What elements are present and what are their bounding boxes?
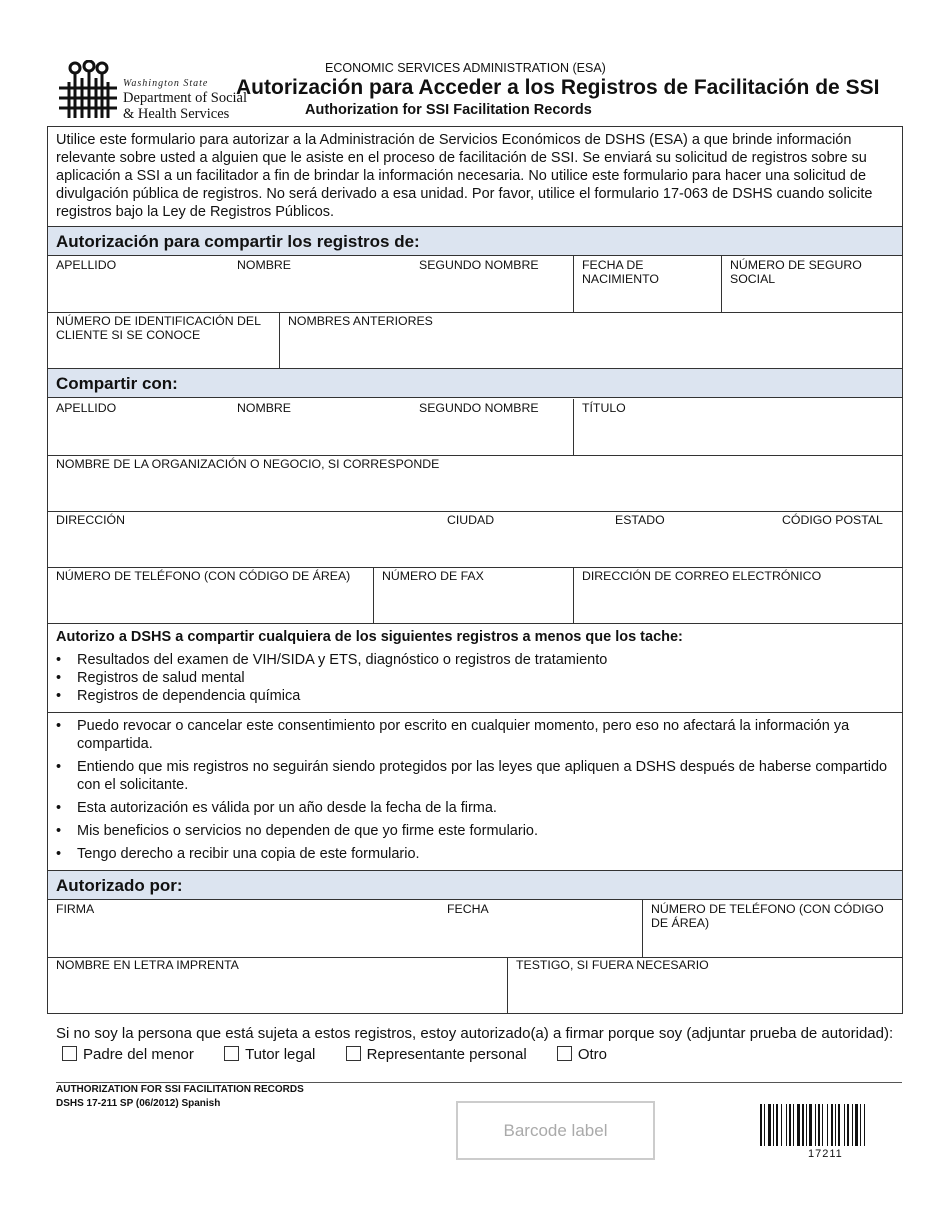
s2-telefono-label: NÚMERO DE TELÉFONO (CON CÓDIGO DE ÁREA) — [56, 569, 351, 583]
logo-dept-line1: Department of Social — [123, 89, 248, 106]
s1-ssn-label: NÚMERO DE SEGURO SOCIAL — [730, 258, 862, 286]
authority-statement — [56, 1023, 902, 1065]
s2-ciudad-label: CIUDAD — [447, 513, 495, 527]
list-item: • Mis beneficios o servicios no dependen de que yo firme este formulario. — [56, 822, 896, 840]
records-list — [56, 651, 896, 705]
checkbox-representante[interactable] — [346, 1046, 361, 1061]
s2-estado-label: ESTADO — [615, 513, 665, 527]
logo-state: Washington State — [123, 78, 209, 89]
s3-fecha-label: FECHA — [447, 902, 489, 916]
s3-imprenta-label: NOMBRE EN LETRA IMPRENTA — [56, 958, 239, 972]
footer-form-number: DSHS 17-211 SP (06/2012) Spanish — [56, 1098, 221, 1109]
s1-apellido-label: APELLIDO — [56, 258, 117, 272]
authority-text: Si no soy la persona que está sujeta a estos registros, estoy autorizado(a) a firmar porque soy (adjuntar prueba de autoridad): — [56, 1025, 894, 1042]
section-share-with-band — [48, 368, 902, 398]
list-item: • Tengo derecho a recibir una copia de este formulario. — [56, 845, 896, 863]
dshs-logo-icon — [55, 60, 121, 122]
section-authorized-by-band — [48, 870, 902, 900]
s3-firma-label: FIRMA — [56, 902, 95, 916]
section-authorized-by-heading: Autorizado por: — [56, 876, 183, 895]
list-item: • Puedo revocar o cancelar este consentimiento por escrito en cualquier momento, pero eso no afectará la información ya compartida. — [56, 717, 896, 753]
footer-form-name: AUTHORIZATION FOR SSI FACILITATION RECORDS — [56, 1084, 304, 1095]
s2-fax-label: NÚMERO DE FAX — [382, 569, 484, 583]
barcode-icon — [760, 1104, 892, 1146]
list-item: • Registros de salud mental — [56, 669, 896, 687]
logo-dept-line2: & Health Services — [123, 106, 230, 123]
divider — [721, 256, 722, 312]
divider — [48, 312, 902, 313]
s3-testigo-label: TESTIGO, SI FUERA NECESARIO — [516, 958, 709, 972]
section-records-of-heading: Autorización para compartir los registros de: — [56, 232, 420, 251]
s1-anteriores-label: NOMBRES ANTERIORES — [288, 314, 433, 328]
checkbox-otro[interactable] — [557, 1046, 572, 1061]
s2-direccion-label: DIRECCIÓN — [56, 513, 126, 527]
barcode-label-box — [456, 1101, 655, 1160]
form-subtitle: Authorization for SSI Facilitation Records — [305, 102, 592, 118]
s2-cp-label: CÓDIGO POSTAL — [782, 513, 883, 527]
list-item: • Entiendo que mis registros no seguirán siendo protegidos por las leyes que apliquen a DSHS después de haberse compartido con el solicitante. — [56, 758, 896, 794]
s2-apellido-label: APELLIDO — [56, 401, 117, 415]
dshs-logo-text — [123, 78, 247, 123]
divider — [48, 511, 902, 512]
agency-name: ECONOMIC SERVICES ADMINISTRATION (ESA) — [325, 61, 606, 75]
divider — [48, 567, 902, 568]
s2-email-label: DIRECCIÓN DE CORREO ELECTRÓNICO — [582, 569, 822, 583]
barcode-number: 17211 — [808, 1148, 843, 1160]
list-item: • Esta autorización es válida por un año desde la fecha de la firma. — [56, 799, 896, 817]
s1-clientid-label: NÚMERO DE IDENTIFICACIÓN DEL CLIENTE SI SE CONOCE — [56, 314, 261, 342]
divider — [48, 455, 902, 456]
statements-list — [56, 717, 896, 863]
s2-org-label: NOMBRE DE LA ORGANIZACIÓN O NEGOCIO, SI CORRESPONDE — [56, 457, 440, 471]
s1-segundo-label: SEGUNDO NOMBRE — [419, 258, 539, 272]
divider — [507, 957, 508, 1013]
divider — [373, 567, 374, 623]
divider — [642, 900, 643, 957]
divider — [573, 256, 574, 312]
form-title: Autorización para Acceder a los Registros de Facilitación de SSI — [236, 76, 880, 99]
divider — [48, 623, 902, 624]
divider — [573, 567, 574, 623]
option-padre-label: Padre del menor — [83, 1046, 194, 1063]
option-representante-label: Representante personal — [366, 1046, 527, 1063]
s2-titulo-label: TÍTULO — [582, 401, 626, 415]
divider — [573, 399, 574, 455]
section-share-with-heading: Compartir con: — [56, 374, 178, 393]
s2-nombre-label: NOMBRE — [237, 401, 291, 415]
barcode-label-text: Barcode label — [503, 1120, 608, 1140]
option-tutor-label: Tutor legal — [245, 1046, 316, 1063]
checkbox-tutor[interactable] — [224, 1046, 239, 1061]
option-otro-label: Otro — [577, 1046, 608, 1063]
section-records-of-band — [48, 226, 902, 256]
records-heading: Autorizo a DSHS a compartir cualquiera de los siguientes registros a menos que los tache: — [56, 629, 683, 645]
footer-divider — [56, 1082, 902, 1083]
s1-nombre-label: NOMBRE — [237, 258, 291, 272]
list-item: • Registros de dependencia química — [56, 687, 896, 705]
s3-telefono-label: NÚMERO DE TELÉFONO (CON CÓDIGO DE ÁREA) — [651, 902, 884, 930]
list-item: • Resultados del examen de VIH/SIDA y ETS, diagnóstico o registros de tratamiento — [56, 651, 896, 669]
checkbox-padre[interactable] — [62, 1046, 77, 1061]
intro-text: Utilice este formulario para autorizar a la Administración de Servicios Económicos de DSHS (ESA) a que brinde información relevante sobre usted a alguien que le asiste en el proceso de facilitación de SSI. Se enviará su solicitud de registros sobre su aplicación a SSI a un facilitador a fin de brindar la información necesaria. No utilice este formulario para hacer una solicitud de divulgación pública de registros. No será derivado a esa unidad. Por favor, utilice el formulario 17-063 de DSHS cuando solicite registros bajo la Ley de Registros Públicos. — [56, 132, 873, 220]
s2-segundo-label: SEGUNDO NOMBRE — [419, 401, 539, 415]
s1-fecha-label: FECHA DE NACIMIENTO — [582, 258, 659, 286]
divider — [279, 312, 280, 368]
divider — [48, 712, 902, 713]
